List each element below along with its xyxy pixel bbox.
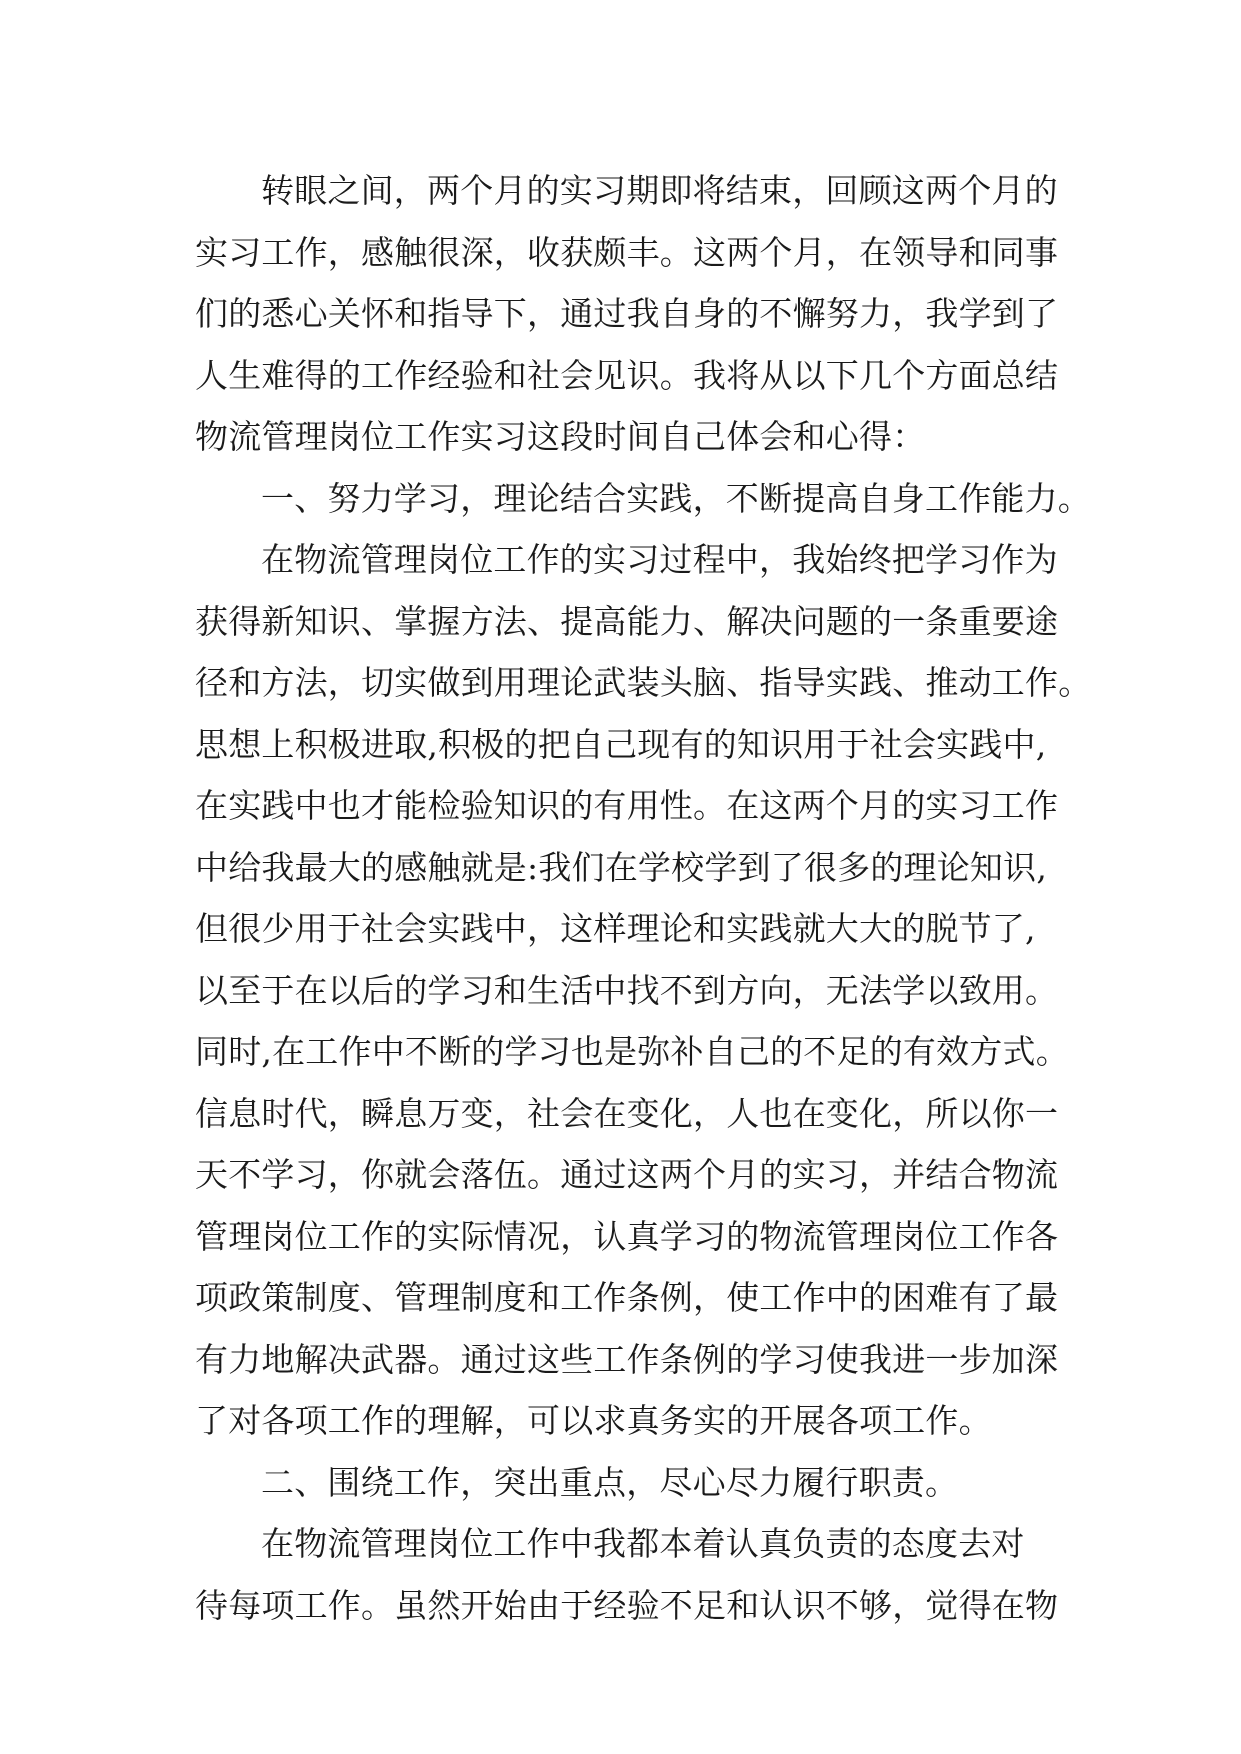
text-line: 待每项工作。虽然开始由于经验不足和认识不够，觉得在物 [195,1585,1059,1625]
document-body [195,160,1092,1636]
text-line: 获得新知识、掌握方法、提高能力、解决问题的一条重要途 [195,601,1059,641]
text-line: 径和方法，切实做到用理论武装头脑、指导实践、推动工作。 [195,663,1092,702]
text-line: 有力地解决武器。通过这些工作条例的学习使我进一步加深 [195,1339,1059,1379]
text-line: 物流管理岗位工作实习这段时间自己体会和心得： [195,417,926,456]
text-line: 同时,在工作中不断的学习也是弥补自己的不足的有效方式。 [195,1032,1069,1071]
text-line: 了对各项工作的理解，可以求真务实的开展各项工作。 [195,1401,992,1440]
text-line: 们的悉心关怀和指导下，通过我自身的不懈努力，我学到了 [195,294,1059,333]
text-line: 转眼之间，两个月的实习期即将结束，回顾这两个月的 [261,171,1058,210]
text-line: 一、努力学习，理论结合实践，不断提高自身工作能力。 [261,478,1091,518]
text-line: 信息时代，瞬息万变，社会在变化，人也在变化，所以你一 [195,1093,1059,1133]
text-line: 在实践中也才能检验知识的有用性。在这两个月的实习工作 [195,786,1059,825]
text-line: 天不学习，你就会落伍。通过这两个月的实习，并结合物流 [195,1155,1059,1194]
text-line: 但很少用于社会实践中，这样理论和实践就大大的脱节了, [195,909,1036,948]
text-line: 以至于在以后的学习和生活中找不到方向，无法学以致用。 [195,970,1059,1010]
text-line: 管理岗位工作的实际情况，认真学习的物流管理岗位工作各 [195,1216,1059,1256]
text-line: 中给我最大的感触就是:我们在学校学到了很多的理论知识, [195,847,1048,887]
text-line: 在物流管理岗位工作的实习过程中，我始终把学习作为 [261,540,1058,579]
text-line: 项政策制度、管理制度和工作条例，使工作中的困难有了最 [195,1278,1059,1317]
text-line: 实习工作，感触很深，收获颇丰。这两个月，在领导和同事 [195,232,1059,272]
text-line: 二、围绕工作，突出重点，尽心尽力履行职责。 [261,1462,959,1502]
text-line: 思想上积极进取,积极的把自己现有的知识用于社会实践中, [195,724,1047,764]
text-line: 人生难得的工作经验和社会见识。我将从以下几个方面总结 [195,355,1059,395]
text-line: 在物流管理岗位工作中我都本着认真负责的态度去对 [261,1524,1025,1563]
